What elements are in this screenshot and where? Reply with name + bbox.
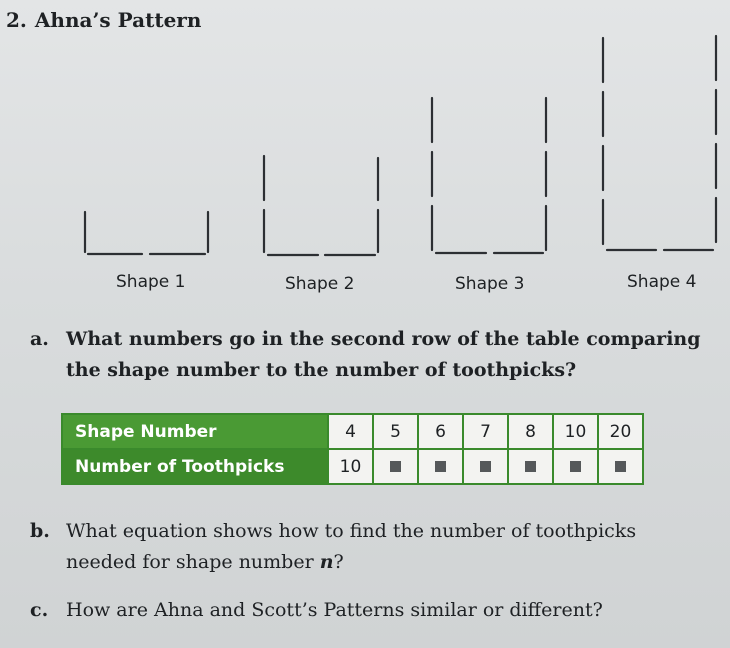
answer-blank-cell[interactable] [598,449,643,484]
answer-blank-box [480,461,491,472]
answer-blank-box [615,461,626,472]
table-row-toothpicks [62,449,643,484]
answer-blank-cell[interactable] [418,449,463,484]
shape-2-label: Shape 2 [285,274,355,294]
table-row-shape-number [62,414,643,449]
shape-toothpick-table [61,413,644,485]
shape-number-cell: 5 [373,414,418,449]
question-a [30,324,706,386]
shape-2-toothpicks [264,156,378,255]
shape-1-label: Shape 1 [116,272,186,292]
question-c-letter: c. [30,599,49,621]
answer-blank-box [435,461,446,472]
question-b-text: What equation shows how to find the number of toothpicks needed for shape number [66,520,637,573]
question-c-text: How are Ahna and Scott’s Patterns similar or different? [66,599,603,621]
answer-blank-cell[interactable] [508,449,553,484]
answer-blank-box [525,461,536,472]
shape-number-cell: 7 [463,414,508,449]
question-b-variable: n [319,551,334,573]
toothpick-pattern-figure [0,0,730,300]
toothpick-count-cell: 10 [328,449,373,484]
shape-3-toothpicks [432,98,546,253]
problem-title-text: Ahna’s Pattern [34,8,202,32]
question-a-letter: a. [30,328,49,350]
shape-number-cell: 20 [598,414,643,449]
question-b-letter: b. [30,520,50,542]
answer-blank-cell[interactable] [373,449,418,484]
shape-number-cell: 8 [508,414,553,449]
shape-4-label: Shape 4 [627,272,697,292]
answer-blank-box [390,461,401,472]
shape-number-cell: 4 [328,414,373,449]
shape-number-cell: 6 [418,414,463,449]
shape-4-toothpicks [603,36,716,250]
question-a-text: What numbers go in the second row of the table comparing the shape number to the number of toothpicks? [66,328,701,381]
shape-1-toothpicks [85,212,208,254]
answer-blank-cell[interactable] [463,449,508,484]
question-c [30,595,706,626]
shape-3-label: Shape 3 [455,274,525,294]
question-b-end: ? [333,551,344,573]
problem-number: 2. [6,8,27,32]
toothpicks-header: Number of Toothpicks [62,449,328,484]
shape-number-header: Shape Number [62,414,328,449]
question-b [30,516,706,578]
shape-number-cell: 10 [553,414,598,449]
answer-blank-box [570,461,581,472]
answer-blank-cell[interactable] [553,449,598,484]
